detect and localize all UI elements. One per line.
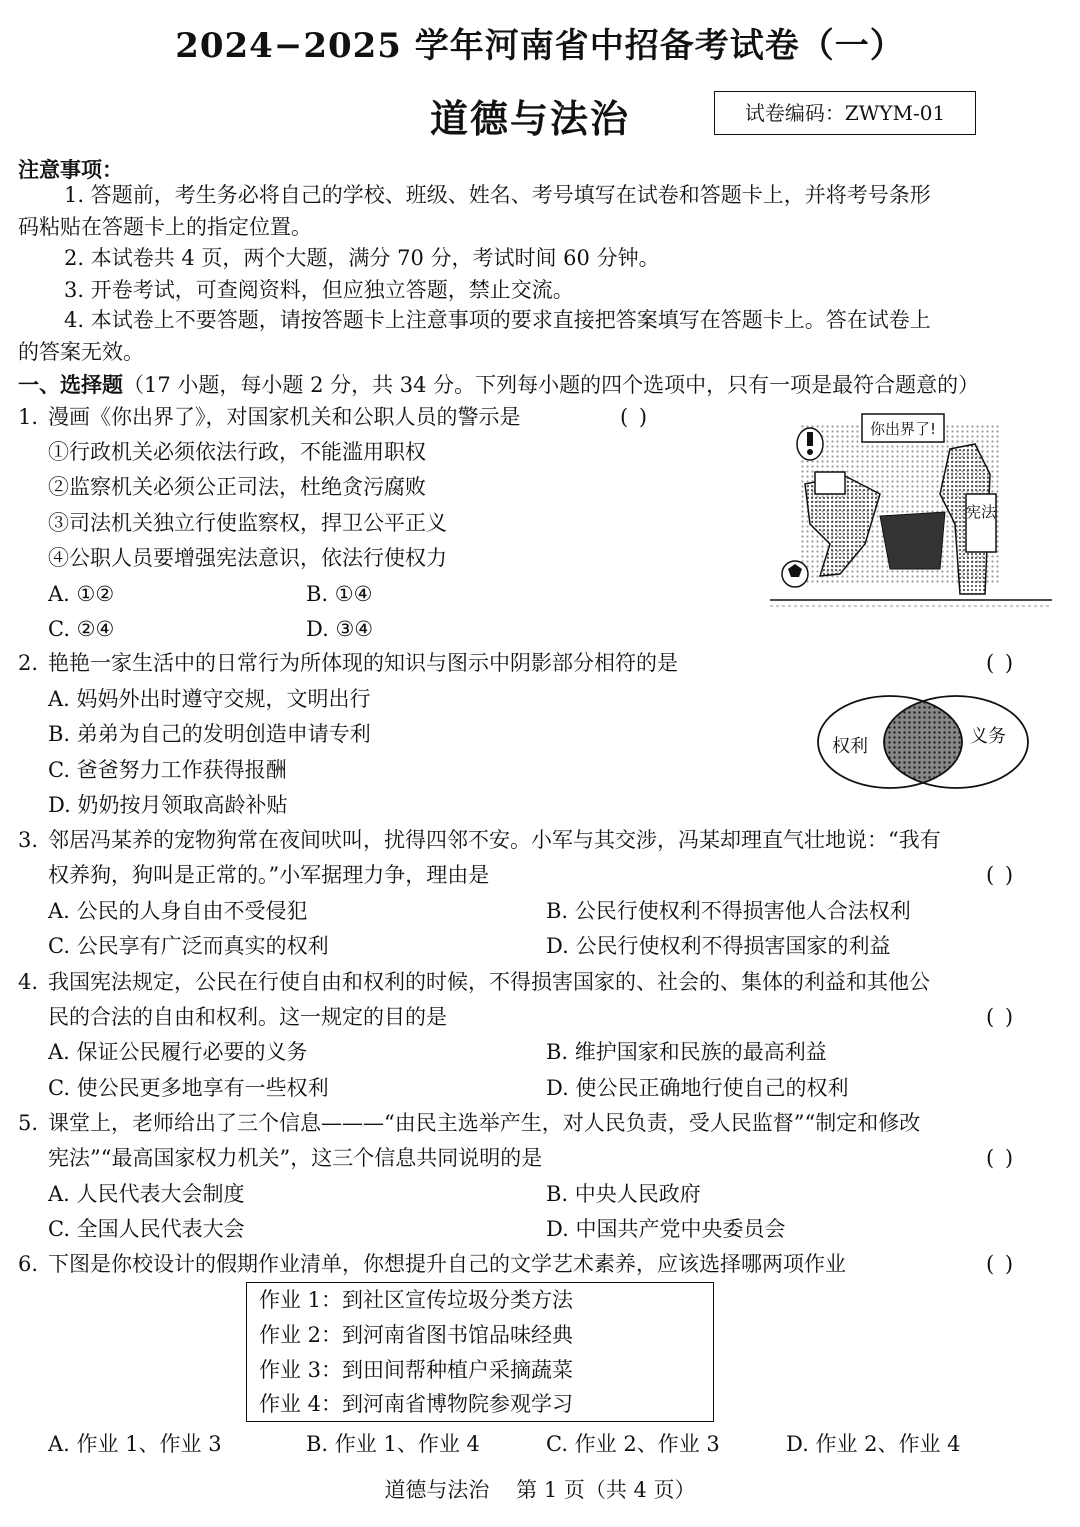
option-a[interactable]: A. 人民代表大会制度 (48, 1182, 245, 1206)
option-a[interactable]: A. 保证公民履行必要的义务 (48, 1040, 308, 1064)
question-number: 6. (18, 1252, 39, 1276)
question-number: 1. (18, 405, 39, 429)
question-4-stem (18, 967, 930, 997)
option-c[interactable]: C. ②④ (48, 617, 115, 641)
venn-right-label: 义务 (970, 726, 1006, 747)
statement: ④公职人员要增强宪法意识，依法行使权力 (48, 546, 447, 570)
question-text: 下图是你校设计的假期作业清单，你想提升自己的文学艺术素养，应该选择哪两项作业 (48, 1252, 846, 1276)
option-b[interactable]: B. 公民行使权利不得损害他人合法权利 (546, 899, 911, 923)
option-b[interactable]: B. ①④ (306, 582, 373, 606)
notice-item: 的答案无效。 (18, 340, 144, 364)
sign-text: 宪法 (965, 503, 997, 521)
question-text: 我国宪法规定，公民在行使自由和权利的时候，不得损害国家的、社会的、集体的利益和其他公 (48, 970, 930, 994)
question-3-stem (18, 825, 941, 855)
option-d[interactable]: D. 使公民正确地行使自己的权利 (546, 1076, 849, 1100)
answer-blank[interactable]: ( ) (986, 1005, 1016, 1029)
notice-item: 4. 本试卷上不要答题，请按答题卡上注意事项的要求直接把答案填写在答题卡上。答在试卷上 (64, 308, 931, 332)
option-a[interactable]: A. 作业 1、作业 3 (48, 1432, 222, 1456)
statement: ③司法机关独立行使监察权，捍卫公平正义 (48, 511, 447, 535)
answer-blank[interactable]: ( ) (986, 1146, 1016, 1170)
question-5-stem (18, 1108, 920, 1138)
homework-list-box (246, 1282, 714, 1422)
section-heading (18, 370, 979, 400)
option-b[interactable]: B. 中央人民政府 (546, 1182, 701, 1206)
page-footer: 道德与法治 第 1 页（共 4 页） (384, 1478, 696, 1502)
question-2-stem (18, 648, 678, 678)
venn-left-label: 权利 (832, 736, 868, 757)
option-a[interactable]: A. ①② (48, 582, 115, 606)
question-text: 漫画《你出界了》，对国家机关和公职人员的警示是 (48, 405, 521, 429)
question-number: 5. (18, 1111, 39, 1135)
statement: ②监察机关必须公正司法，杜绝贪污腐败 (48, 475, 426, 499)
homework-item: 作业 3：到田间帮种植户采摘蔬菜 (259, 1358, 574, 1382)
notice-item: 3. 开卷考试，可查阅资料，但应独立答题，禁止交流。 (64, 278, 574, 302)
notice-heading: 注意事项： (18, 157, 123, 182)
question-text: 民的合法的自由和权利。这一规定的目的是 (48, 1005, 447, 1029)
option-d[interactable]: D. 公民行使权利不得损害国家的利益 (546, 934, 891, 958)
question-text: 权养狗，狗叫是正常的。”小军据理力争，理由是 (48, 863, 490, 887)
option-d[interactable]: D. 作业 2、作业 4 (786, 1432, 961, 1456)
option-c[interactable]: C. 全国人民代表大会 (48, 1217, 245, 1241)
exam-code-box: 试卷编码：ZWYM-01 (714, 91, 976, 135)
option-c[interactable]: C. 使公民更多地享有一些权利 (48, 1076, 329, 1100)
homework-item: 作业 1：到社区宣传垃圾分类方法 (259, 1288, 574, 1312)
question-number: 2. (18, 651, 39, 675)
notice-item: 1. 答题前，考生务必将自己的学校、班级、姓名、考号填写在试卷和答题卡上，并将考号条形 (64, 183, 931, 207)
question-text: 宪法”“最高国家权力机关”，这三个信息共同说明的是 (48, 1146, 543, 1170)
section-desc: （17 小题，每小题 2 分，共 34 分。下列每小题的四个选项中，只有一项是最符合题意的） (123, 373, 980, 397)
option-a[interactable]: A. 妈妈外出时遵守交规，文明出行 (48, 687, 371, 711)
subject-title: 道德与法治 (430, 96, 631, 141)
option-b[interactable]: B. 弟弟为自己的发明创造申请专利 (48, 722, 371, 746)
option-b[interactable]: B. 作业 1、作业 4 (306, 1432, 480, 1456)
question-text: 邻居冯某养的宠物狗常在夜间吠叫，扰得四邻不安。小军与其交涉，冯某却理直气壮地说：“我有 (48, 828, 941, 852)
option-b[interactable]: B. 维护国家和民族的最高利益 (546, 1040, 827, 1064)
statement: ①行政机关必须依法行政，不能滥用职权 (48, 440, 426, 464)
homework-item: 作业 2：到河南省图书馆品味经典 (259, 1323, 574, 1347)
question-number: 4. (18, 970, 39, 994)
option-d[interactable]: D. 中国共产党中央委员会 (546, 1217, 786, 1241)
question-1-stem (18, 402, 521, 432)
option-c[interactable]: C. 爸爸努力工作获得报酬 (48, 758, 287, 782)
notice-item: 2. 本试卷共 4 页，两个大题，满分 70 分，考试时间 60 分钟。 (64, 246, 660, 270)
section-title: 一、选择题 (18, 372, 123, 397)
option-d[interactable]: D. 奶奶按月领取高龄补贴 (48, 793, 288, 817)
question-text: 课堂上，老师给出了三个信息———“由民主选举产生，对人民负责，受人民监督”“制定和修改 (48, 1111, 921, 1135)
answer-blank[interactable]: ( ) (986, 863, 1016, 887)
answer-blank[interactable]: ( ) (986, 1252, 1016, 1276)
question-6-stem (18, 1249, 846, 1279)
option-c[interactable]: C. 作业 2、作业 3 (546, 1432, 720, 1456)
question-number: 3. (18, 828, 39, 852)
option-d[interactable]: D. ③④ (306, 617, 374, 641)
option-a[interactable]: A. 公民的人身自由不受侵犯 (48, 899, 308, 923)
exam-title: 2024−2025 学年河南省中招备考试卷（一） (175, 26, 905, 66)
speech-text: 你出界了! (869, 420, 937, 438)
cartoon-image (770, 404, 1052, 620)
question-text: 艳艳一家生活中的日常行为所体现的知识与图示中阴影部分相符的是 (48, 651, 678, 675)
answer-blank[interactable]: ( ) (986, 651, 1016, 675)
homework-item: 作业 4：到河南省博物院参观学习 (259, 1392, 574, 1416)
option-c[interactable]: C. 公民享有广泛而真实的权利 (48, 934, 329, 958)
notice-item: 码粘贴在答题卡上的指定位置。 (18, 215, 312, 239)
venn-diagram (812, 690, 1034, 794)
answer-blank[interactable]: ( ) (620, 405, 650, 429)
